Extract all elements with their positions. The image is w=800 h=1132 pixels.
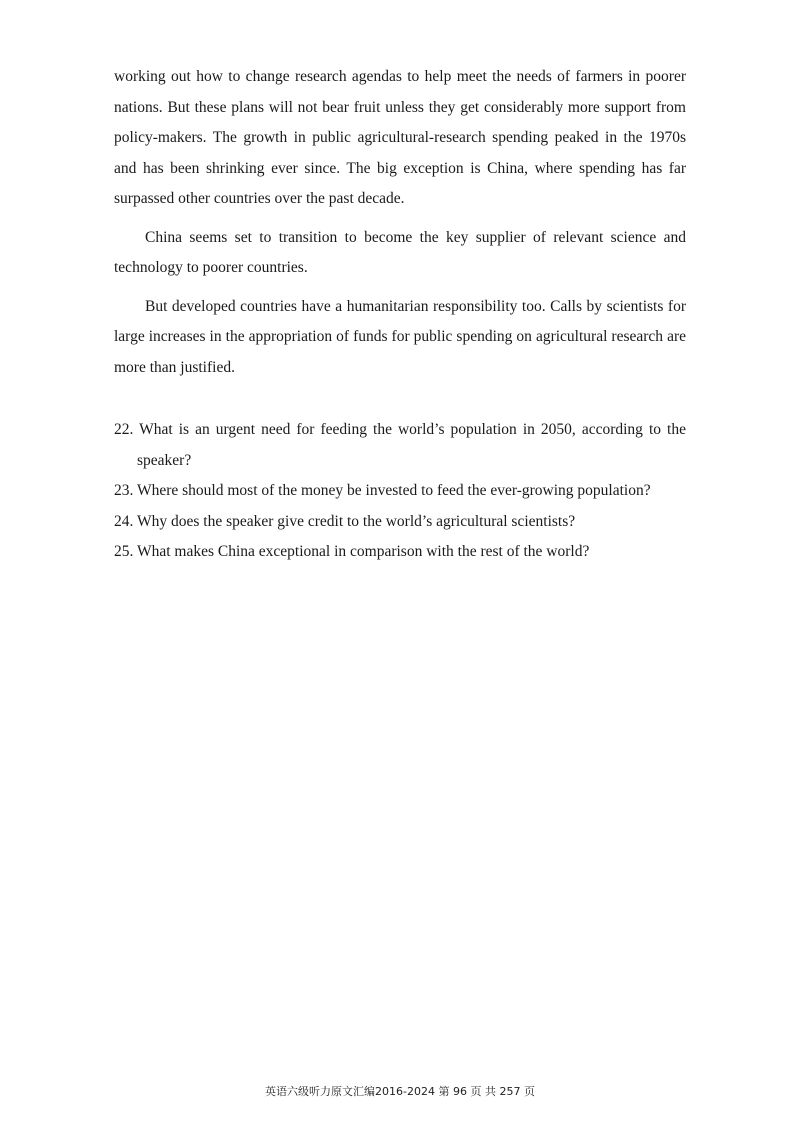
- question-list: [114, 415, 686, 568]
- question-item: 23. Where should most of the money be invested to feed the ever-growing population?: [114, 482, 651, 499]
- question-item: 25. What makes China exceptional in comparison with the rest of the world?: [114, 543, 590, 560]
- passage-text: [114, 62, 686, 383]
- question-item: 24. Why does the speaker give credit to the world’s agricultural scientists?: [114, 512, 576, 530]
- question-item: 22. What is an urgent need for feeding the world’s population in 2050, according to the speaker?: [114, 421, 686, 469]
- paragraph: working out how to change research agendas to help meet the needs of farmers in poorer nations. But these plans will not bear fruit unless they get considerably more support from policy-makers. The growth in public agricultural-research spending peaked in the 1970s and has been shrinking ever since. The big exception is China, where spending has far surpassed other countries over the past decade.: [114, 68, 686, 207]
- page-footer: 英语六级听力原文汇编2016-2024 第 96 页 共 257 页: [265, 1085, 535, 1098]
- paragraph: China seems set to transition to become the key supplier of relevant science and technology to poorer countries.: [114, 228, 686, 276]
- paragraph: But developed countries have a humanitarian responsibility too. Calls by scientists for large increases in the appropriation of funds for public spending on agricultural research are more than justified.: [114, 297, 686, 376]
